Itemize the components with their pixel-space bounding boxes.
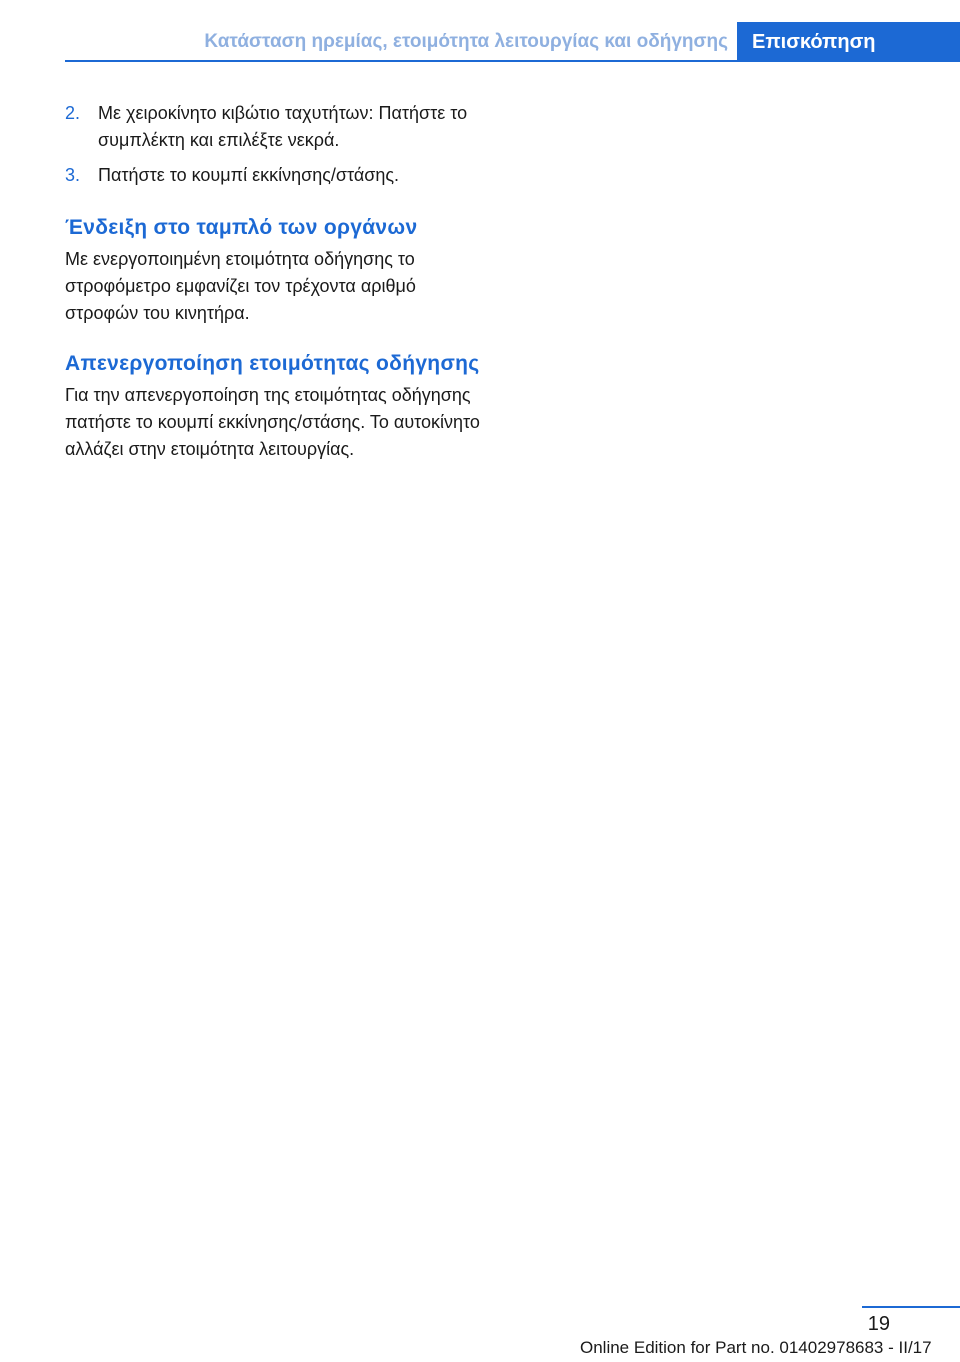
section-body-deactivation: Για την απενεργοποίηση της ετοιμότητας οδήγησης πατήστε το κουμπί εκκίνησης/στάσης. Το αυτοκίνητο αλλάζει στην ετοιμότητα λειτουργίας. [65,385,480,459]
page-number: 19 [867,1313,890,1335]
running-header-chapter-tab: Επισκόπηση [737,22,960,62]
edition-note: Online Edition for Part no. 01402978683 - II/17 [580,1338,932,1357]
step-number: 3. [65,165,81,185]
section-heading-display: Ένδειξη στο ταμπλό των οργάνων [65,216,418,239]
running-header-section-title: Κατάσταση ηρεμίας, ετοιμότητα λειτουργίας και οδήγησης [204,31,728,52]
step-text: Πατήστε το κουμπί εκκίνησης/στάσης. [98,165,400,185]
section-heading-deactivation: Απενεργοποίηση ετοιμότητας οδήγησης [65,352,480,375]
page-content [65,100,485,463]
step-text: Με χειροκίνητο κιβώτιο ταχυτήτων: Πατήστε το συμπλέκτη και επιλέξτε νεκρά. [98,103,468,150]
step-item [65,100,485,154]
header-divider [65,60,960,62]
step-item [65,162,485,189]
step-number: 2. [65,103,81,123]
section-body-display: Με ενεργοποιημένη ετοιμότητα οδήγησης το στροφόμετρο εμφανίζει τον τρέχοντα αριθμό στροφών του κινητήρα. [65,249,416,323]
footer-divider [862,1306,960,1308]
